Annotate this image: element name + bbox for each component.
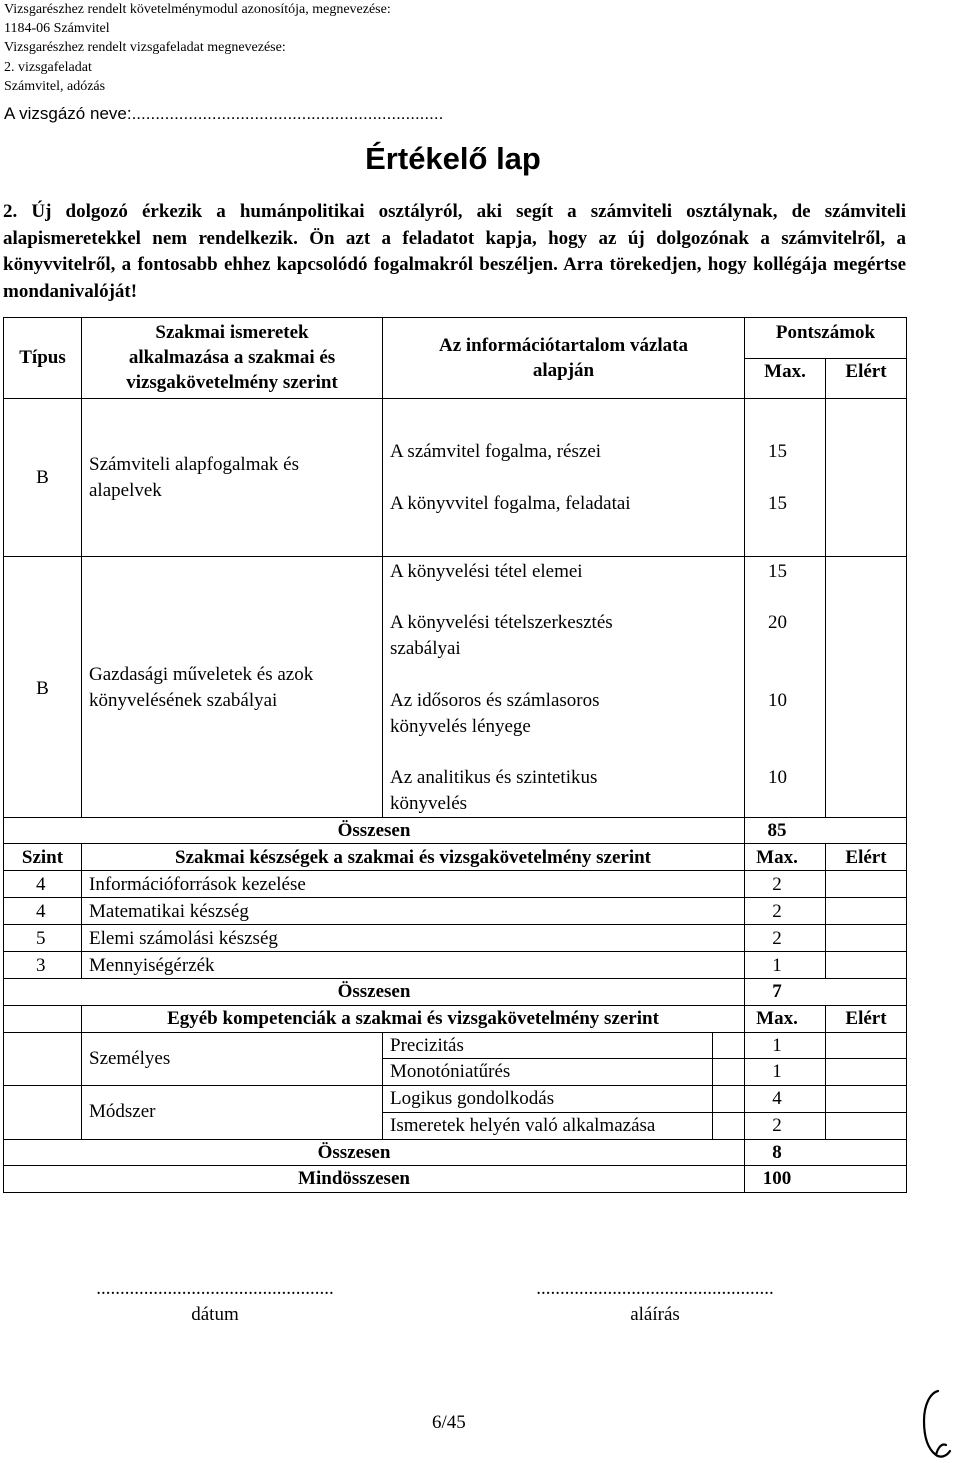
header-task-label: Vizsgarészhez rendelt vizsgafeladat megnevezése: [4, 40, 286, 56]
date-label: dátum [191, 1304, 239, 1325]
header-points: Pontszámok [775, 322, 876, 343]
table-rule [712, 1032, 713, 1139]
content-item-cont: szabályai [390, 638, 461, 659]
comp-group-name: Személyes [89, 1048, 171, 1069]
signature-label: aláírás [630, 1304, 680, 1325]
skill-name: Információforrások kezelése [89, 874, 306, 895]
comp-header-achieved: Elért [845, 1008, 887, 1029]
skills-header-level: Szint [21, 847, 64, 868]
content-item: A könyvelési tétel elemei [390, 561, 583, 582]
handwritten-signature [916, 1385, 956, 1461]
content-item: Az analitikus és szintetikus [390, 767, 598, 788]
max-score: 20 [768, 612, 787, 633]
grand-total-value: 100 [762, 1168, 792, 1189]
header-content-1: Az információtartalom vázlata [438, 335, 689, 356]
group1-topic-line1: Számviteli alapfogalmak és [89, 454, 299, 475]
examinee-name-field: A vizsgázó neve:.................................................................. [4, 104, 444, 123]
comp-item: Ismeretek helyén való alkalmazása [390, 1115, 656, 1136]
table-rule [3, 317, 4, 1193]
skill-max: 2 [772, 874, 782, 895]
document-header [4, 0, 391, 96]
comp-max: 2 [772, 1115, 782, 1136]
max-score: 15 [768, 493, 787, 514]
skill-name: Mennyiségérzék [89, 955, 215, 976]
date-dots: .................................................. [96, 1278, 334, 1299]
skill-level: 4 [36, 901, 46, 922]
signature-dots: .................................................. [536, 1278, 774, 1299]
max-score: 10 [768, 767, 787, 788]
skill-name: Elemi számolási készség [89, 928, 278, 949]
skill-name: Matematikai készség [89, 901, 249, 922]
group2-type: B [36, 678, 49, 699]
table-rule [3, 317, 906, 318]
max-score: 10 [768, 690, 787, 711]
knowledge-total-value: 85 [767, 820, 787, 841]
skills-header-label: Szakmai készségek a szakmai és vizsgakövetelmény szerint [175, 847, 651, 868]
table-rule [382, 317, 383, 817]
comp-group-name: Módszer [89, 1101, 156, 1122]
content-item: A számvitel fogalma, részei [390, 441, 602, 462]
content-item: A könyvelési tételszerkesztés [390, 612, 613, 633]
skills-total-value: 7 [772, 981, 782, 1002]
header-module-label: Vizsgarészhez rendelt követelménymodul azonosítója, megnevezése: [4, 2, 391, 17]
skill-level: 3 [36, 955, 46, 976]
knowledge-total-label: Összesen [337, 820, 411, 841]
page-number: 6/45 [432, 1412, 466, 1433]
header-content-2: alapján [532, 360, 595, 381]
grand-total-label: Mindösszesen [298, 1168, 410, 1189]
table-rule [3, 1192, 906, 1193]
table-rule [382, 1032, 383, 1139]
date-signature-block [85, 1276, 345, 1328]
header-type: Típus [19, 347, 66, 368]
content-item: Az idősoros és számlasoros [390, 690, 600, 711]
header-task-name: Számvitel, adózás [4, 78, 106, 94]
header-task-number: 2. vizsgafeladat [4, 59, 92, 75]
skill-level: 4 [36, 874, 46, 895]
comp-total-label: Összesen [317, 1142, 391, 1163]
header-knowledge-2: alkalmazása a szakmai és [128, 347, 336, 368]
comp-max: 4 [772, 1088, 782, 1109]
skill-max: 1 [772, 955, 782, 976]
skill-max: 2 [772, 901, 782, 922]
group1-topic-line2: alapelvek [89, 480, 162, 501]
table-rule [3, 556, 906, 557]
comp-header-max: Max. [756, 1008, 798, 1029]
table-rule [3, 398, 906, 399]
comp-item: Monotóniatűrés [390, 1061, 511, 1082]
skill-level: 5 [36, 928, 46, 949]
table-rule [906, 317, 907, 1193]
comp-header-label: Egyéb kompetenciák a szakmai és vizsgakövetelmény szerint [167, 1008, 659, 1029]
skill-max: 2 [772, 928, 782, 949]
max-score: 15 [768, 561, 787, 582]
skills-total-label: Összesen [337, 981, 411, 1002]
comp-max: 1 [772, 1061, 782, 1082]
page-title: Értékelő lap [365, 141, 541, 176]
group2-topic-line2: könyvelésének szabályai [89, 690, 278, 711]
task-description: 2. Új dolgozó érkezik a humánpolitikai osztályról, aki segít a számviteli osztálynak, de számviteli alapismeretekkel nem rendelkezik. Ön azt a feladatot kapja, hogy az új dolgozónak a számvitelről, a könyvvitelről, a fontosabb ehhez kapcsolódó fogalmakról beszéljen. Arra törekedjen, hogy kollégája megértse mondanivalóját! [3, 201, 906, 302]
group2-topic-line1: Gazdasági műveletek és azok [89, 664, 314, 685]
skills-header-achieved: Elért [845, 847, 887, 868]
skills-header-max: Max. [756, 847, 798, 868]
header-module-value: 1184-06 Számvitel [4, 21, 110, 37]
signature-block [525, 1276, 785, 1328]
comp-max: 1 [772, 1035, 782, 1056]
comp-item: Logikus gondolkodás [390, 1088, 555, 1109]
content-item-cont: könyvelés lényege [390, 716, 531, 737]
group1-type: B [36, 467, 49, 488]
max-score: 15 [768, 441, 787, 462]
content-item: A könyvvitel fogalma, feladatai [390, 493, 631, 514]
header-max: Max. [764, 361, 806, 382]
comp-item: Precizitás [390, 1035, 464, 1056]
content-item-cont: könyvelés [390, 793, 468, 814]
header-achieved: Elért [845, 361, 887, 382]
header-knowledge-3: vizsgakövetelmény szerint [126, 372, 338, 393]
comp-total-value: 8 [772, 1142, 782, 1163]
table-rule [825, 358, 826, 817]
header-knowledge-1: Szakmai ismeretek [155, 322, 309, 343]
